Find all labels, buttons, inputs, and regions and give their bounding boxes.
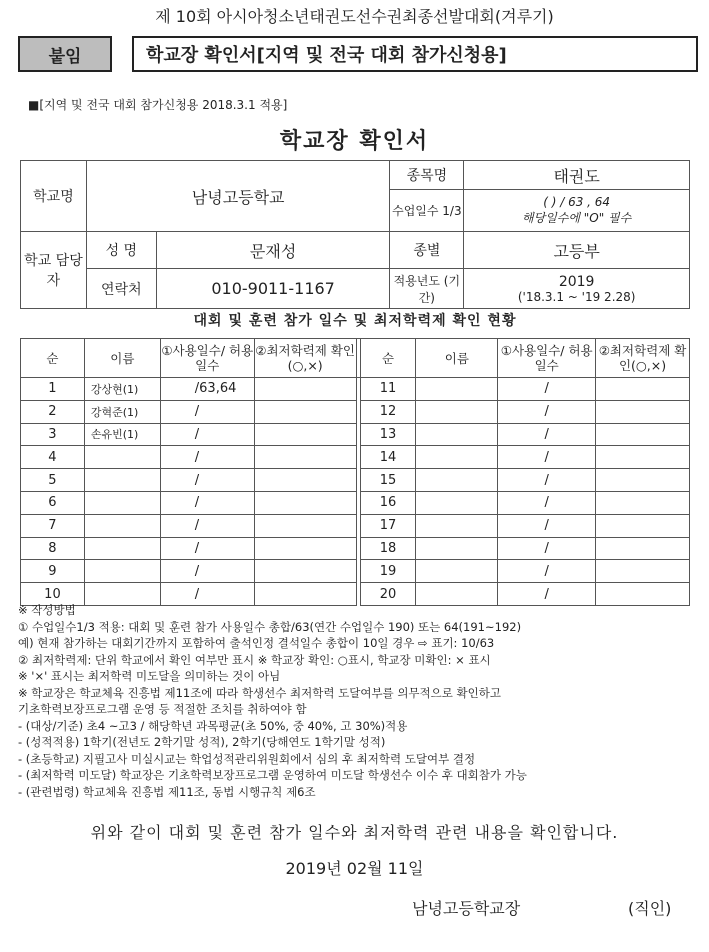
athlete-name bbox=[416, 469, 498, 492]
athlete-table bbox=[20, 338, 690, 606]
min-grade-check bbox=[596, 400, 690, 423]
period-year: 2019 bbox=[558, 273, 595, 290]
min-grade-check bbox=[596, 560, 690, 583]
header-days: ①사용일수/ 허용일수 bbox=[160, 339, 254, 378]
official-seal: (직인) bbox=[628, 899, 672, 918]
days-used: / bbox=[160, 400, 254, 423]
min-grade-check bbox=[254, 537, 356, 560]
days-used: / bbox=[160, 446, 254, 469]
days-used: / bbox=[160, 560, 254, 583]
row-number: 14 bbox=[360, 446, 416, 469]
days-used: / bbox=[498, 400, 596, 423]
days-used: / bbox=[498, 537, 596, 560]
contact-value: 010-9011-1167 bbox=[156, 269, 390, 309]
days-used: / bbox=[160, 537, 254, 560]
row-number: 6 bbox=[21, 491, 85, 514]
instruction-line: - (성적적용) 1학기(전년도 2학기말 성적), 2학기(당해연도 1학기말 성적) bbox=[18, 735, 386, 749]
athlete-name bbox=[416, 446, 498, 469]
instruction-line: ※ '×' 표시는 최저학력 미도달을 의미하는 것이 아님 bbox=[18, 669, 281, 683]
min-grade-check bbox=[596, 514, 690, 537]
days-used: / bbox=[498, 469, 596, 492]
athlete-name bbox=[416, 423, 498, 446]
table-row bbox=[21, 400, 690, 423]
header-no: 순 bbox=[21, 339, 85, 378]
days-used: / bbox=[160, 491, 254, 514]
days-used: / bbox=[160, 514, 254, 537]
row-number: 20 bbox=[360, 583, 416, 606]
days-used: / bbox=[498, 491, 596, 514]
row-number: 3 bbox=[21, 423, 85, 446]
athlete-name bbox=[416, 514, 498, 537]
row-number: 1 bbox=[21, 378, 85, 401]
header-days: ①사용일수/ 허용일수 bbox=[498, 339, 596, 378]
athlete-name: 강혁준(1) bbox=[84, 400, 160, 423]
table-row bbox=[21, 537, 690, 560]
table-row bbox=[21, 560, 690, 583]
min-grade-check bbox=[254, 491, 356, 514]
table-row bbox=[21, 469, 690, 492]
instruction-line: ※ 작성방법 bbox=[18, 603, 76, 617]
header-min: ②최저학력제 확인(○,×) bbox=[254, 339, 356, 378]
min-grade-check bbox=[596, 446, 690, 469]
school-value: 남녕고등학교 bbox=[86, 161, 390, 232]
min-grade-check bbox=[596, 469, 690, 492]
days-used: / bbox=[498, 514, 596, 537]
document-title: 학교장 확인서 bbox=[279, 129, 430, 154]
instruction-line: ② 최저학력제: 단위 학교에서 확인 여부만 표시 ※ 학교장 확인: ○표시, 학교장 미확인: × 표시 bbox=[18, 652, 491, 667]
athlete-name bbox=[84, 469, 160, 492]
min-grade-check bbox=[254, 560, 356, 583]
table-row bbox=[21, 423, 690, 446]
row-number: 12 bbox=[360, 400, 416, 423]
row-number: 4 bbox=[21, 446, 85, 469]
row-number: 15 bbox=[360, 469, 416, 492]
row-number: 7 bbox=[21, 514, 85, 537]
row-number: 5 bbox=[21, 469, 85, 492]
instruction-line: 기초학력보장프로그램 운영 등 적절한 조치를 취하여야 함 bbox=[18, 702, 307, 716]
school-label: 학교명 bbox=[21, 161, 87, 232]
athlete-name bbox=[84, 446, 160, 469]
table-row bbox=[21, 491, 690, 514]
athlete-name bbox=[416, 378, 498, 401]
division-value: 고등부 bbox=[464, 232, 690, 269]
table-row bbox=[21, 514, 690, 537]
principal-signature: 남녕고등학교장 bbox=[412, 899, 521, 918]
name-value: 문재성 bbox=[156, 232, 390, 269]
days-used: / bbox=[498, 378, 596, 401]
period-range: ('18.3.1 ~ '19 2.28) bbox=[517, 289, 636, 304]
applied-note: ■[지역 및 전국 대회 참가신청용 2018.3.1 적용] bbox=[28, 98, 288, 112]
manager-label: 학교 담당자 bbox=[21, 232, 87, 309]
athlete-name bbox=[84, 537, 160, 560]
row-number: 17 bbox=[360, 514, 416, 537]
event-label: 종목명 bbox=[390, 161, 464, 190]
contact-label: 연락처 bbox=[86, 269, 156, 309]
period-label: 적용년도 (기간) bbox=[390, 269, 464, 309]
min-grade-check bbox=[596, 378, 690, 401]
row-number: 19 bbox=[360, 560, 416, 583]
min-grade-check bbox=[596, 423, 690, 446]
attachment-tag: 붙임 bbox=[18, 36, 112, 72]
days-used: / bbox=[498, 583, 596, 606]
days-used: / bbox=[160, 583, 254, 606]
row-number: 2 bbox=[21, 400, 85, 423]
event-header: 제 10회 아시아청소년태권도선수권최종선발대회(겨루기) bbox=[155, 7, 554, 26]
instruction-line: - (초등학교) 지필고사 미실시교는 학업성적관리위원회에서 심의 후 최저학력 도달여부 결정 bbox=[18, 751, 476, 766]
instruction-line: - (대상/기준) 초4 ~고3 / 해당학년 과목평균(초 50%, 중 40%, 고 30%)적용 bbox=[18, 718, 408, 733]
athlete-name bbox=[84, 514, 160, 537]
row-number: 8 bbox=[21, 537, 85, 560]
row-number: 16 bbox=[360, 491, 416, 514]
instruction-line: - (관련법령) 학교체육 진흥법 제11조, 동법 시행규칙 제6조 bbox=[18, 784, 316, 799]
header-name: 이름 bbox=[84, 339, 160, 378]
header-no: 순 bbox=[360, 339, 416, 378]
days-used: / bbox=[160, 423, 254, 446]
athlete-name: 강상현(1) bbox=[84, 378, 160, 401]
days-used: /63,64 bbox=[160, 378, 254, 401]
days-label: 수업일수 1/3 bbox=[390, 190, 464, 232]
athlete-name bbox=[416, 560, 498, 583]
writing-instructions bbox=[18, 602, 698, 800]
instruction-line: ※ 학교장은 학교체육 진흥법 제11조에 따라 학생선수 최저학력 도달여부를 의무적으로 확인하고 bbox=[18, 685, 501, 700]
row-number: 18 bbox=[360, 537, 416, 560]
days-used: / bbox=[498, 423, 596, 446]
min-grade-check bbox=[254, 469, 356, 492]
header-name: 이름 bbox=[416, 339, 498, 378]
min-grade-check bbox=[254, 400, 356, 423]
days-used: / bbox=[498, 446, 596, 469]
athlete-name: 손유빈(1) bbox=[84, 423, 160, 446]
athlete-name bbox=[84, 491, 160, 514]
instruction-line: 예) 현재 참가하는 대회기간까지 포함하여 출석인정 결석일수 총합이 10일 경우 ⇨ 표기: 10/63 bbox=[18, 636, 495, 650]
header-min: ②최저학력제 확인(○,×) bbox=[596, 339, 690, 378]
table-row bbox=[21, 446, 690, 469]
days-used: / bbox=[160, 469, 254, 492]
days-hint: 해당일수에 "O" 필수 bbox=[522, 211, 632, 225]
row-number: 10 bbox=[21, 583, 85, 606]
name-label: 성 명 bbox=[86, 232, 156, 269]
event-value: 태권도 bbox=[464, 161, 690, 190]
min-grade-check bbox=[596, 537, 690, 560]
min-grade-check bbox=[596, 491, 690, 514]
instruction-line: - (최저학력 미도달) 학교장은 기초학력보장프로그램 운영하여 미도달 학생선수 이수 후 대회참가 가능 bbox=[18, 768, 527, 782]
min-grade-check bbox=[254, 446, 356, 469]
athlete-name bbox=[416, 537, 498, 560]
issue-date: 2019년 02월 11일 bbox=[285, 859, 424, 878]
document-heading: 학교장 확인서[지역 및 전국 대회 참가신청용] bbox=[132, 36, 698, 72]
athlete-name bbox=[84, 560, 160, 583]
min-grade-check bbox=[254, 423, 356, 446]
athlete-name bbox=[416, 400, 498, 423]
instruction-line: ① 수업일수1/3 적용: 대회 및 훈련 참가 사용일수 총합/63(연간 수업일수 190) 또는 64(191~192) bbox=[18, 619, 522, 634]
row-number: 11 bbox=[360, 378, 416, 401]
section-title: 대회 및 훈련 참가 일수 및 최저학력제 확인 현황 bbox=[193, 313, 517, 329]
table-row bbox=[21, 378, 690, 401]
athlete-name bbox=[416, 491, 498, 514]
days-value: ( ) / 63 , 64 bbox=[543, 195, 611, 209]
min-grade-check bbox=[254, 378, 356, 401]
days-used: / bbox=[498, 560, 596, 583]
min-grade-check bbox=[254, 514, 356, 537]
division-label: 종별 bbox=[390, 232, 464, 269]
row-number: 13 bbox=[360, 423, 416, 446]
school-info-table bbox=[20, 160, 690, 309]
confirmation-statement: 위와 같이 대회 및 훈련 참가 일수와 최저학력 관련 내용을 확인합니다. bbox=[90, 823, 619, 842]
row-number: 9 bbox=[21, 560, 85, 583]
